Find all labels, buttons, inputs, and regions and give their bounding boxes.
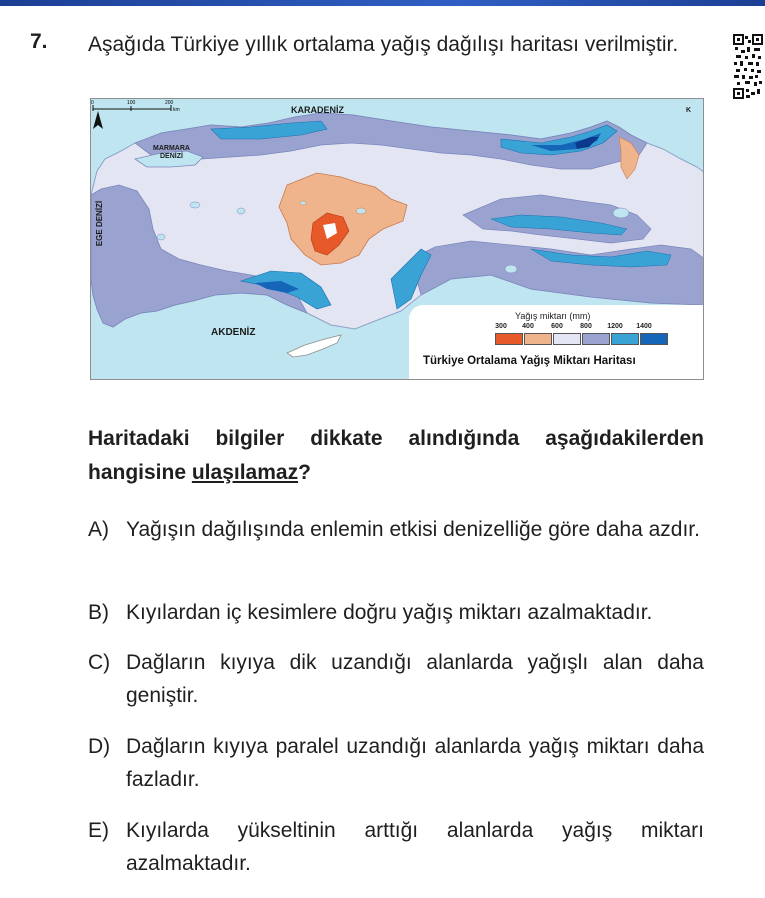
option-text: Dağların kıyıya paralel uzandığı alanlarda yağış miktarı daha fazladır.	[126, 735, 704, 791]
option-d[interactable]	[88, 730, 704, 796]
emphasis-word: ulaşılamaz	[191, 461, 299, 484]
legend-tick: 1400	[636, 323, 652, 330]
header-band	[0, 0, 765, 6]
aegean-label: EGE DENİZİ	[95, 200, 105, 247]
option-letter: D)	[88, 735, 111, 758]
legend-swatch	[582, 333, 610, 345]
marmara-label: MARMARA DENİZİ	[153, 145, 190, 160]
question-stem: Aşağıda Türkiye yıllık ortalama yağış dağılışı haritası verilmiştir.	[88, 33, 679, 56]
option-a[interactable]	[88, 513, 704, 546]
north-label: K	[686, 107, 692, 114]
black-sea-label: KARADENİZ	[291, 105, 344, 115]
scale-bar	[91, 99, 181, 113]
legend-swatches	[495, 333, 669, 345]
option-letter: B)	[88, 601, 109, 624]
legend-swatch	[495, 333, 523, 345]
option-text: Kıyılarda yükseltinin arttığı alanlarda yağış miktarı azalmaktadır.	[126, 819, 704, 875]
legend-ticks	[491, 323, 671, 333]
legend-swatch	[611, 333, 639, 345]
scale-unit: km	[173, 107, 180, 113]
option-letter: C)	[88, 651, 111, 674]
question-prompt: Haritadaki bilgiler dikkate alındığında aşağıdakilerden hangisine ulaşılamaz?	[88, 427, 704, 484]
option-letter: E)	[88, 819, 109, 842]
legend-swatch	[640, 333, 668, 345]
option-letter: A)	[88, 518, 109, 541]
scale-100: 100	[127, 100, 136, 106]
option-b[interactable]	[88, 596, 704, 629]
legend-tick: 1200	[607, 323, 623, 330]
option-e[interactable]	[88, 814, 704, 880]
qr-code-icon[interactable]	[733, 34, 763, 100]
question-number: 7.	[30, 30, 48, 53]
option-c[interactable]	[88, 646, 704, 712]
precipitation-map	[90, 98, 704, 380]
mediterranean-label: AKDENİZ	[211, 327, 256, 338]
legend-tick: 400	[522, 323, 534, 330]
legend-tick: 300	[495, 323, 507, 330]
legend-tick: 800	[580, 323, 592, 330]
map-legend	[409, 305, 704, 380]
legend-title: Yağış miktarı (mm)	[515, 311, 591, 321]
legend-tick: 600	[551, 323, 563, 330]
legend-swatch	[553, 333, 581, 345]
legend-swatch	[524, 333, 552, 345]
map-caption: Türkiye Ortalama Yağış Miktarı Haritası	[423, 355, 636, 367]
scale-0: 0	[91, 100, 94, 106]
option-text: Yağışın dağılışında enlemin etkisi denizelliğe göre daha azdır.	[126, 518, 700, 541]
option-text: Kıyılardan iç kesimlere doğru yağış miktarı azalmaktadır.	[126, 601, 653, 624]
scale-200: 200	[165, 100, 174, 106]
option-text: Dağların kıyıya dik uzandığı alanlarda yağışlı alan daha geniştir.	[126, 651, 704, 707]
